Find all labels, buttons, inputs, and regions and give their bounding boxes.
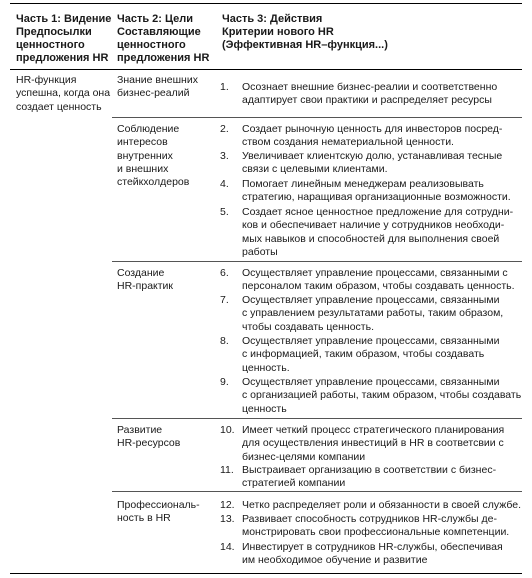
vision-text: HR-функция успешна, когда она создает ценность (16, 74, 111, 113)
section-rule (112, 418, 522, 419)
header-part3: Часть 3: Действия Критерии нового HR (Эффективная HR–функция...) (222, 13, 388, 51)
section-rule (112, 261, 522, 262)
hr-value-proposition-table: Часть 1: Видение Предпосылки ценностного предложения HR Часть 2: Цели Составляющие ценностного предложения HR Часть 3: Действия Критерии нового HR (Эффективная HR–функция...) HR-функция успешна, когда она создает ценность Знание внешних бизнес-реалий 1. Осознает внешние бизнес-реалии и соответственно адаптирует свои практики и распределяет ресурсы Соблюдение интересов внутренних и внешних стейкхолдеров 2. Создает рыночную ценность для инвесторов посред- ством создания нематериальной ценности. 3. Увеличивает клиентскую долю, устанавливая тесные связи с целевыми клиентами. 4. Помогает линейным менеджерам реализовывать стратегию, наращивая организационные возможности. 5. Создает ясное ценностное предложение для сотрудни- ков и обеспечивает наличие у сотрудников необходи- мых навыков и способностей для выполнения своей работы Создание HR-практик 6. Осуществляет управление процессами, связанными с персоналом таким образом, чтобы создавать ценность. 7. Осуществляет управление процессами, связанными с управлением результатами работы, таким образом, чтобы создавать ценность. 8. Осуществляет управление процессами, связанными с информацией, таким образом, чтобы создавать ценность. 9. Осуществляет управление процессами, связанными с организацией работы, таким образом, чтобы создавать ценность Развитие HR-ресурсов 10. Имеет четкий процесс стратегического планирования для осуществления инвестиций в HR в соответсвии с бизнес-целями компании 11. Выстраивает организацию в соответствии с бизнес- стратегией компании Профессиональ- ность в HR 12. Четко распределяет роли и обязанности в своей службе. 13. Развивает способность сотрудников HR-службы де- монстрировать свои профессиональные компетенции. 14. Инвестирует в сотрудников HR-службы, обеспечивая им необходимое обучение и развитие (0, 0, 532, 578)
goal-external-realities: Знание внешних бизнес-реалий (117, 74, 198, 100)
goal-hr-practices: Создание HR-практик (117, 267, 174, 293)
goal-hr-resources: Развитие HR-ресурсов (117, 424, 181, 450)
goal-stakeholders: Соблюдение интересов внутренних и внешних стейкхолдеров (117, 123, 190, 189)
goal-hr-professionalism: Профессиональ- ность в HR (117, 499, 200, 525)
header-rule (10, 69, 522, 70)
header-part2: Часть 2: Цели Составляющие ценностного предложения HR (117, 13, 210, 64)
header-part1: Часть 1: Видение Предпосылки ценностного предложения HR (16, 13, 112, 64)
section-rule (112, 491, 522, 492)
top-rule (10, 3, 522, 4)
bottom-rule (10, 573, 522, 574)
section-rule (112, 117, 522, 118)
